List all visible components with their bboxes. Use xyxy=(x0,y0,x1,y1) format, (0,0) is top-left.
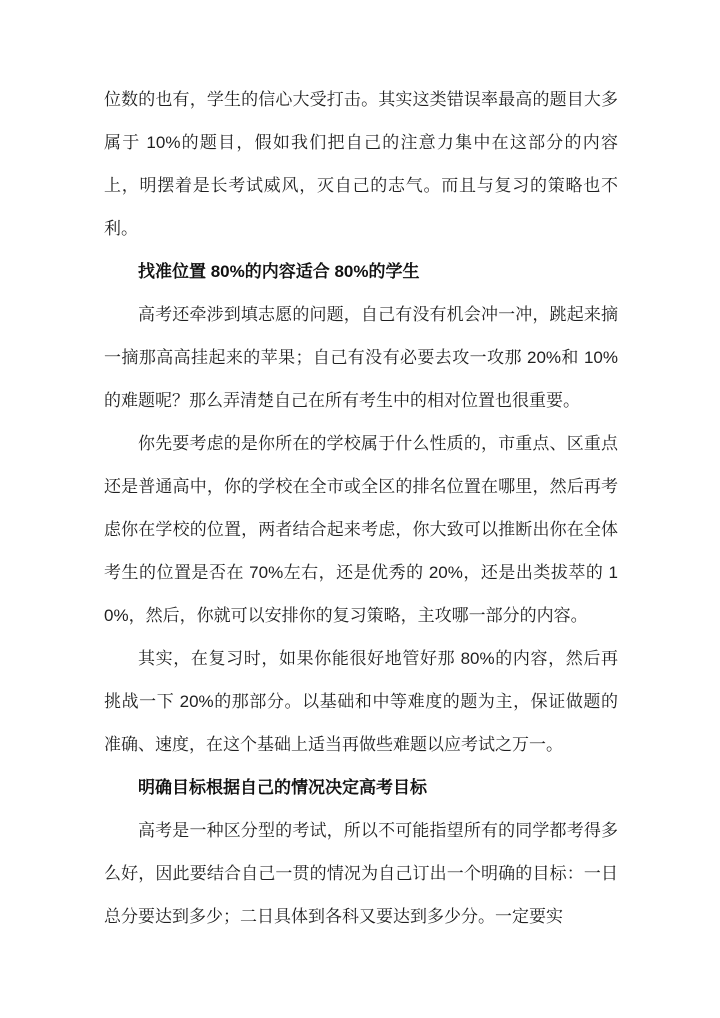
section-heading-position: 找准位置 80%的内容适合 80%的学生 xyxy=(138,262,420,281)
paragraph-exam-goal: 高考是一种区分型的考试，所以不可能指望所有的同学都考得多么好，因此要结合自己一贯的情况为自己订出一个明确的目标：一日总分要达到多少；二日具体到各科又要达到多少分。一定要实 xyxy=(104,821,618,926)
paragraph-volunteer-choice: 高考还牵涉到填志愿的问题，自己有没有机会冲一冲，跳起来摘一摘那高高挂起来的苹果；自己有没有必要去攻一攻那 20%和 10%的难题呢？那么弄清楚自己在所有考生中的相对位置也很重要。 xyxy=(104,305,618,410)
paragraph-school-ranking: 你先要考虑的是你所在的学校属于什么性质的，市重点、区重点还是普通高中，你的学校在全市或全区的排名位置在哪里，然后再考虑你在学校的位置，两者结合起来考虑，你大致可以推断出你在全体考生的位置是否在 70%左右，还是优秀的 20%，还是出类拔萃的 10%，然后，你就可以安排你的复习策略，主攻哪一部分的内容。 xyxy=(104,434,618,625)
section-heading-goal: 明确目标根据自己的情况决定高考目标 xyxy=(138,778,427,797)
paragraph-continuation: 位数的也有，学生的信心大受打击。其实这类错误率最高的题目大多属于 10%的题目，假如我们把自己的注意力集中在这部分的内容上，明摆着是长考试威风，灭自己的志气。而且与复习的策略也不利。 xyxy=(104,90,618,238)
paragraph-review-strategy: 其实，在复习时，如果你能很好地管好那 80%的内容，然后再挑战一下 20%的那部分。以基础和中等难度的题为主，保证做题的准确、速度，在这个基础上适当再做些难题以应考试之万一。 xyxy=(104,649,618,754)
